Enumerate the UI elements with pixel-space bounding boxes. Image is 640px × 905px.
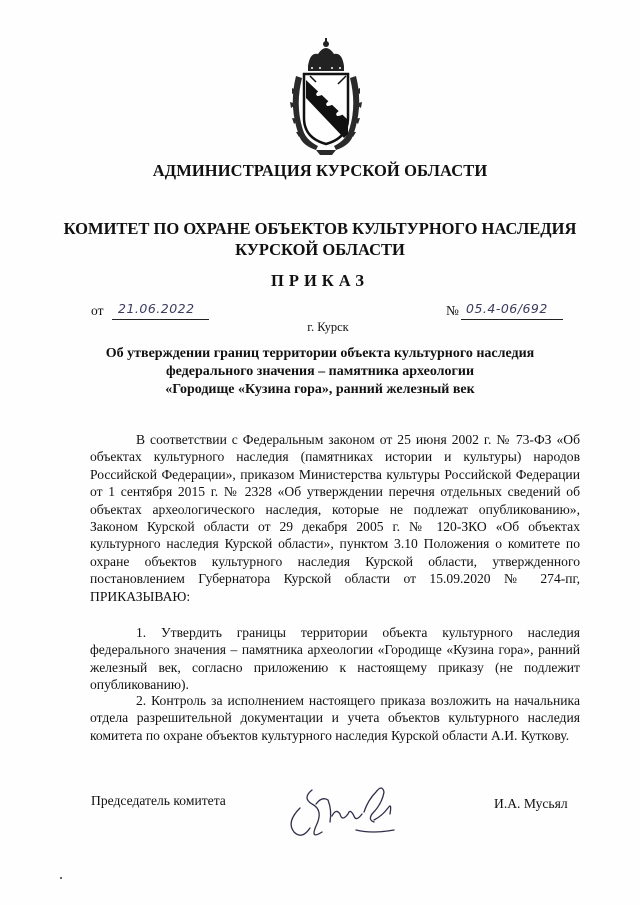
preamble-text: В соответствии с Федеральным законом от 25 июня 2002 г. № 73-ФЗ «Об объектах культурного наследия (памятниках истории и культуры) народов Российской Федерации», приказом Министерства культуры Российской Федерации от 1 сентября 2015 г. № 2328 «Об утверждении перечня отдельных сведений об объектах археологического наследия, которые не подлежат опубликованию», Законом Курской области от 29 декабря 2005 г. № 120-ЗКО «Об объектах культурного наследия Курской области», пунктом 3.10 Положения о комитете по охране объектов культурного наследия Курской области, утвержденного постановлением Губернатора Курской области от 15.09.2020 № 274-пг, ПРИКАЗЫВАЮ: <box>90 432 580 604</box>
scan-speck <box>60 877 62 879</box>
number-value: 05.4-06/692 <box>466 301 548 316</box>
city-label: г. Курск <box>307 320 349 334</box>
date-value: 21.06.2022 <box>118 301 195 316</box>
item-1-text: 1. Утвердить границы территории объекта культурного наследия федерального значения – памятника археологии «Городище «Кузина гора», ранний железный век, согласно приложению к настоящему приказу (не подлежит опубликованию). <box>90 625 580 693</box>
order-title: ПРИКАЗ <box>271 271 369 290</box>
item-2-paragraph <box>90 692 580 744</box>
item-2-text: 2. Контроль за исполнением настоящего приказа возложить на начальника отдела разрешительной документации и учета объектов культурного наследия комитета по охране объектов культурного наследия Курской области А.И. Куткову. <box>90 693 580 743</box>
handwritten-signature <box>282 770 412 848</box>
item-1-paragraph <box>90 624 580 694</box>
subject-line1: Об утверждении границ территории объекта культурного наследия <box>105 346 535 361</box>
signatory-position: Председатель комитета <box>91 793 226 808</box>
date-label: от <box>91 303 104 318</box>
committee-title <box>0 218 640 260</box>
administration-title: АДМИНИСТРАЦИЯ КУРСКОЙ ОБЛАСТИ <box>152 161 488 180</box>
subject-line2: федерального значения – памятника археологии <box>165 364 475 379</box>
number-label: № <box>446 303 459 318</box>
crown-icon <box>308 38 344 71</box>
order-subject <box>0 345 640 399</box>
coat-of-arms-icon <box>286 38 366 156</box>
preamble-paragraph <box>90 431 580 605</box>
committee-title-line2: КУРСКОЙ ОБЛАСТИ <box>235 240 405 259</box>
committee-title-line1: КОМИТЕТ ПО ОХРАНЕ ОБЪЕКТОВ КУЛЬТУРНОГО НАСЛЕДИЯ <box>63 219 577 238</box>
signatory-name: И.А. Мусьял <box>494 796 568 811</box>
subject-line3: «Городище «Кузина гора», ранний железный век <box>165 382 475 397</box>
